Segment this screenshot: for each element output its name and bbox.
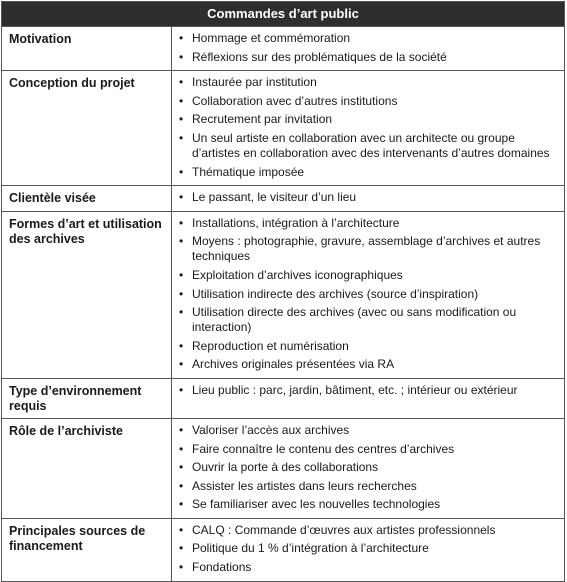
table-title: Commandes d’art public bbox=[2, 2, 564, 27]
bullet-icon: • bbox=[179, 460, 184, 475]
bullet-icon: • bbox=[179, 305, 184, 320]
bullet-icon: • bbox=[179, 112, 184, 127]
row-items bbox=[172, 186, 564, 211]
bullet-icon: • bbox=[179, 497, 184, 512]
row-items bbox=[172, 379, 564, 418]
list-item bbox=[178, 479, 558, 494]
bullet-icon: • bbox=[179, 190, 184, 205]
list-item bbox=[178, 383, 558, 398]
item-text: Réflexions sur des problématiques de la société bbox=[192, 49, 447, 64]
list-item bbox=[178, 339, 558, 354]
table-row bbox=[2, 419, 564, 519]
list-item bbox=[178, 50, 558, 65]
list-item bbox=[178, 541, 558, 556]
item-text: Reproduction et numérisation bbox=[192, 338, 349, 353]
item-text: Lieu public : parc, jardin, bâtiment, etc. ; intérieur ou extérieur bbox=[192, 382, 518, 397]
item-text: Un seul artiste en collaboration avec un architecte ou groupe d’artistes en collaboration avec des intervenants d’autres domaines bbox=[192, 130, 550, 160]
item-text: Utilisation directe des archives (avec ou sans modification ou interaction) bbox=[192, 305, 517, 335]
row-label: Principales sources de financement bbox=[2, 519, 172, 581]
row-items bbox=[172, 27, 564, 70]
table-row bbox=[2, 27, 564, 71]
item-text: Hommage et commémoration bbox=[192, 31, 351, 45]
bullet-icon: • bbox=[179, 478, 184, 493]
list-item bbox=[178, 305, 558, 335]
item-text: Instaurée par institution bbox=[192, 75, 317, 90]
row-items bbox=[172, 71, 564, 185]
item-text: Collaboration avec d’autres institutions bbox=[192, 93, 398, 108]
item-text: Politique du 1 % d’intégration à l’architecture bbox=[192, 541, 429, 556]
table-row bbox=[2, 519, 564, 581]
bullet-icon: • bbox=[179, 541, 184, 556]
list-item bbox=[178, 423, 558, 438]
row-label: Type d’environnement requis bbox=[2, 379, 172, 418]
bullet-icon: • bbox=[179, 560, 184, 575]
item-text: Le passant, le visiteur d’un lieu bbox=[192, 190, 357, 205]
bullet-icon: • bbox=[179, 286, 184, 301]
list-item bbox=[178, 268, 558, 283]
list-item bbox=[178, 560, 558, 575]
row-items bbox=[172, 212, 564, 378]
list-item bbox=[178, 460, 558, 475]
table-row bbox=[2, 186, 564, 212]
item-text: Thématique imposée bbox=[192, 164, 305, 179]
item-text: Assister les artistes dans leurs recherches bbox=[192, 478, 417, 493]
list-item bbox=[178, 442, 558, 457]
list-item bbox=[178, 112, 558, 127]
list-item bbox=[178, 216, 558, 231]
list-item bbox=[178, 131, 558, 161]
row-items bbox=[172, 519, 564, 581]
bullet-icon: • bbox=[179, 338, 184, 353]
item-text: Utilisation indirecte des archives (source d’inspiration) bbox=[192, 286, 479, 301]
list-item bbox=[178, 234, 558, 264]
list-item bbox=[178, 94, 558, 109]
item-text: Ouvrir la porte à des collaborations bbox=[192, 460, 379, 475]
list-item bbox=[178, 165, 558, 180]
list-item bbox=[178, 497, 558, 512]
row-items bbox=[172, 419, 564, 518]
table-row bbox=[2, 71, 564, 186]
row-label: Clientèle visée bbox=[2, 186, 172, 211]
bullet-icon: • bbox=[179, 234, 184, 249]
table-row bbox=[2, 379, 564, 419]
item-text: Se familiariser avec les nouvelles technologies bbox=[192, 497, 441, 512]
art-commission-table bbox=[1, 1, 565, 582]
list-item bbox=[178, 75, 558, 90]
bullet-icon: • bbox=[179, 441, 184, 456]
list-item bbox=[178, 357, 558, 372]
list-item bbox=[178, 190, 558, 205]
row-label: Rôle de l’archiviste bbox=[2, 419, 172, 518]
item-text: CALQ : Commande d’œuvres aux artistes professionnels bbox=[192, 522, 496, 537]
item-text: Archives originales présentées via RA bbox=[192, 357, 395, 372]
bullet-icon: • bbox=[179, 130, 184, 145]
item-text: Exploitation d’archives iconographiques bbox=[192, 267, 403, 282]
bullet-icon: • bbox=[179, 267, 184, 282]
row-label: Conception du projet bbox=[2, 71, 172, 185]
table-row bbox=[2, 212, 564, 379]
item-text: Faire connaître le contenu des centres d’archives bbox=[192, 441, 455, 456]
list-item bbox=[178, 287, 558, 302]
list-item bbox=[178, 523, 558, 538]
bullet-icon: • bbox=[179, 93, 184, 108]
bullet-icon: • bbox=[179, 357, 184, 372]
bullet-icon: • bbox=[179, 382, 184, 397]
item-text: Installations, intégration à l’architecture bbox=[192, 215, 400, 230]
item-text: Fondations bbox=[192, 560, 252, 575]
bullet-icon: • bbox=[179, 422, 184, 437]
bullet-icon: • bbox=[179, 215, 184, 230]
row-label: Formes d’art et utilisation des archives bbox=[2, 212, 172, 378]
bullet-icon: • bbox=[179, 522, 184, 537]
bullet-icon: • bbox=[179, 49, 184, 64]
bullet-icon: • bbox=[179, 31, 184, 45]
bullet-icon: • bbox=[179, 164, 184, 179]
row-label: Motivation bbox=[2, 27, 172, 70]
item-text: Moyens : photographie, gravure, assemblage d’archives et autres techniques bbox=[192, 234, 541, 264]
bullet-icon: • bbox=[179, 75, 184, 90]
item-text: Valoriser l’accès aux archives bbox=[192, 422, 350, 437]
list-item bbox=[178, 31, 558, 46]
item-text: Recrutement par invitation bbox=[192, 112, 333, 127]
